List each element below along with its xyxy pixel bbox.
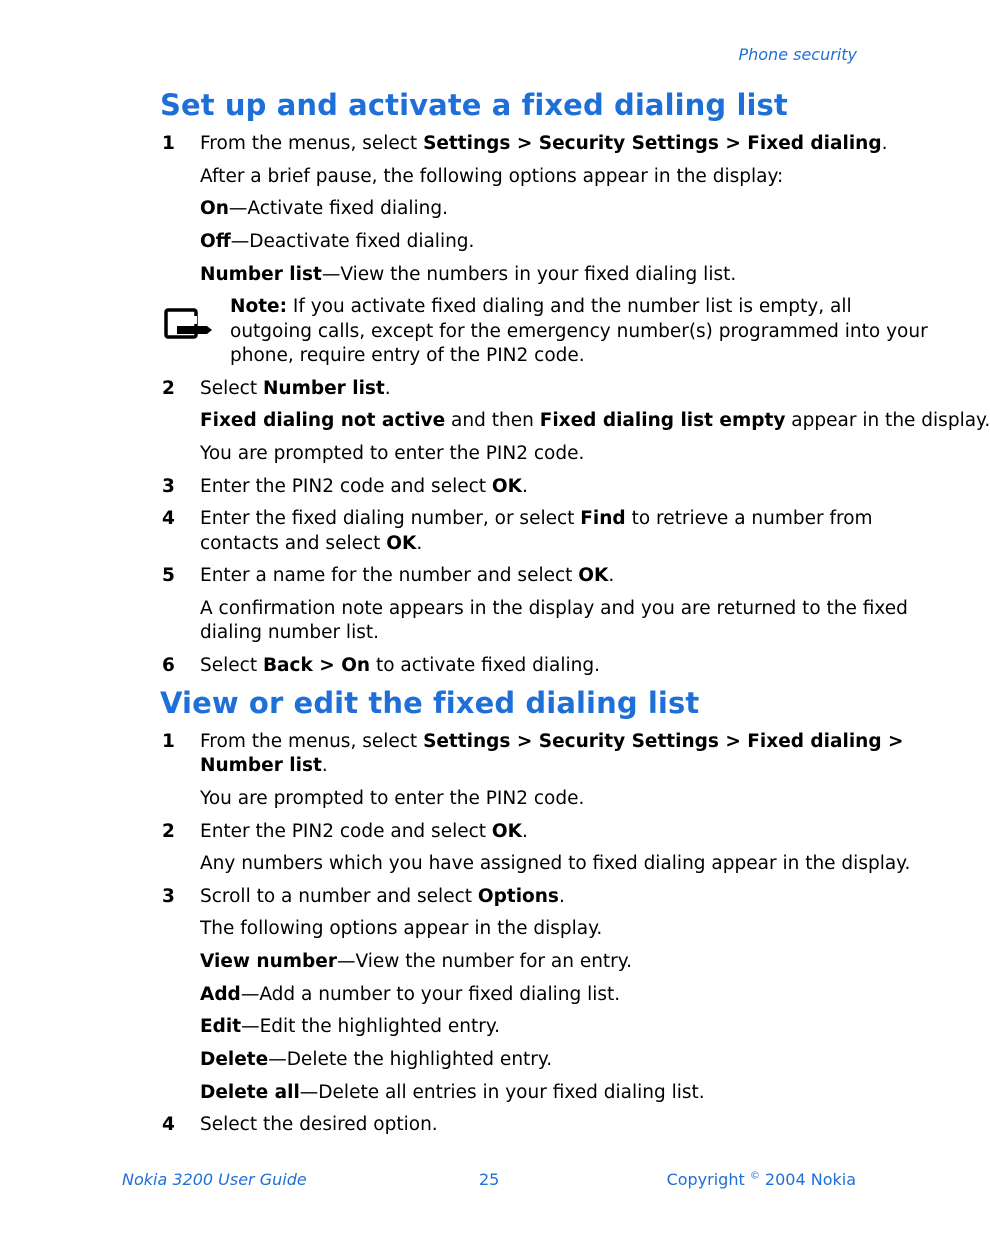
paragraph: Any numbers which you have assigned to fixed dialing appear in the display.: [200, 853, 911, 874]
step-number: 1: [162, 731, 175, 752]
paragraph: Fixed dialing not active and then Fixed dialing list empty appear in the display.: [200, 410, 990, 431]
step-text: Enter the fixed dialing number, or select Find to retrieve a number from: [200, 508, 873, 529]
step-text-cont: Number list.: [200, 755, 328, 776]
note-hand-icon: [163, 306, 213, 342]
running-header: Phone security: [738, 45, 857, 64]
step-text: From the menus, select Settings > Security Settings > Fixed dialing.: [200, 133, 888, 154]
step-number: 4: [162, 508, 175, 529]
option-view-number: View number—View the number for an entry.: [200, 951, 632, 972]
step-number: 3: [162, 886, 175, 907]
step-text: Scroll to a number and select Options.: [200, 886, 565, 907]
section-title-view-edit: View or edit the fixed dialing list: [160, 686, 700, 720]
paragraph: A confirmation note appears in the display and you are returned to the fixed: [200, 598, 908, 619]
step-number: 2: [162, 821, 175, 842]
footer-guide-title: Nokia 3200 User Guide: [122, 1170, 307, 1189]
option-add: Add—Add a number to your fixed dialing list.: [200, 984, 621, 1005]
option-delete-all: Delete all—Delete all entries in your fixed dialing list.: [200, 1082, 705, 1103]
paragraph: The following options appear in the display.: [200, 918, 603, 939]
step-number: 6: [162, 655, 175, 676]
option-delete: Delete—Delete the highlighted entry.: [200, 1049, 553, 1070]
step-text-cont: contacts and select OK.: [200, 533, 423, 554]
paragraph: dialing number list.: [200, 622, 379, 643]
option-on: On—Activate fixed dialing.: [200, 198, 448, 219]
step-number: 2: [162, 378, 175, 399]
option-number-list: Number list—View the numbers in your fixed dialing list.: [200, 264, 737, 285]
paragraph: After a brief pause, the following options appear in the display:: [200, 166, 784, 187]
step-text: Select Back > On to activate fixed dialing.: [200, 655, 601, 676]
paragraph: You are prompted to enter the PIN2 code.: [200, 443, 585, 464]
paragraph: You are prompted to enter the PIN2 code.: [200, 788, 585, 809]
step-number: 5: [162, 565, 175, 586]
note-line-2: outgoing calls, except for the emergency number(s) programmed into your: [230, 321, 928, 342]
step-text: Enter the PIN2 code and select OK.: [200, 476, 528, 497]
footer-page-number: 25: [479, 1170, 500, 1189]
step-number: 1: [162, 133, 175, 154]
note-line-3: phone, require entry of the PIN2 code.: [230, 345, 585, 366]
step-text: Enter a name for the number and select OK.: [200, 565, 615, 586]
step-text: From the menus, select Settings > Security Settings > Fixed dialing >: [200, 731, 904, 752]
step-text: Select the desired option.: [200, 1114, 438, 1135]
step-number: 3: [162, 476, 175, 497]
note-line-1: Note: If you activate fixed dialing and the number list is empty, all: [230, 296, 852, 317]
option-off: Off—Deactivate fixed dialing.: [200, 231, 475, 252]
option-edit: Edit—Edit the highlighted entry.: [200, 1016, 501, 1037]
step-number: 4: [162, 1114, 175, 1135]
step-text: Select Number list.: [200, 378, 391, 399]
step-text: Enter the PIN2 code and select OK.: [200, 821, 528, 842]
footer-copyright: Copyright © 2004 Nokia: [666, 1170, 856, 1189]
section-title-setup: Set up and activate a fixed dialing list: [160, 88, 788, 122]
